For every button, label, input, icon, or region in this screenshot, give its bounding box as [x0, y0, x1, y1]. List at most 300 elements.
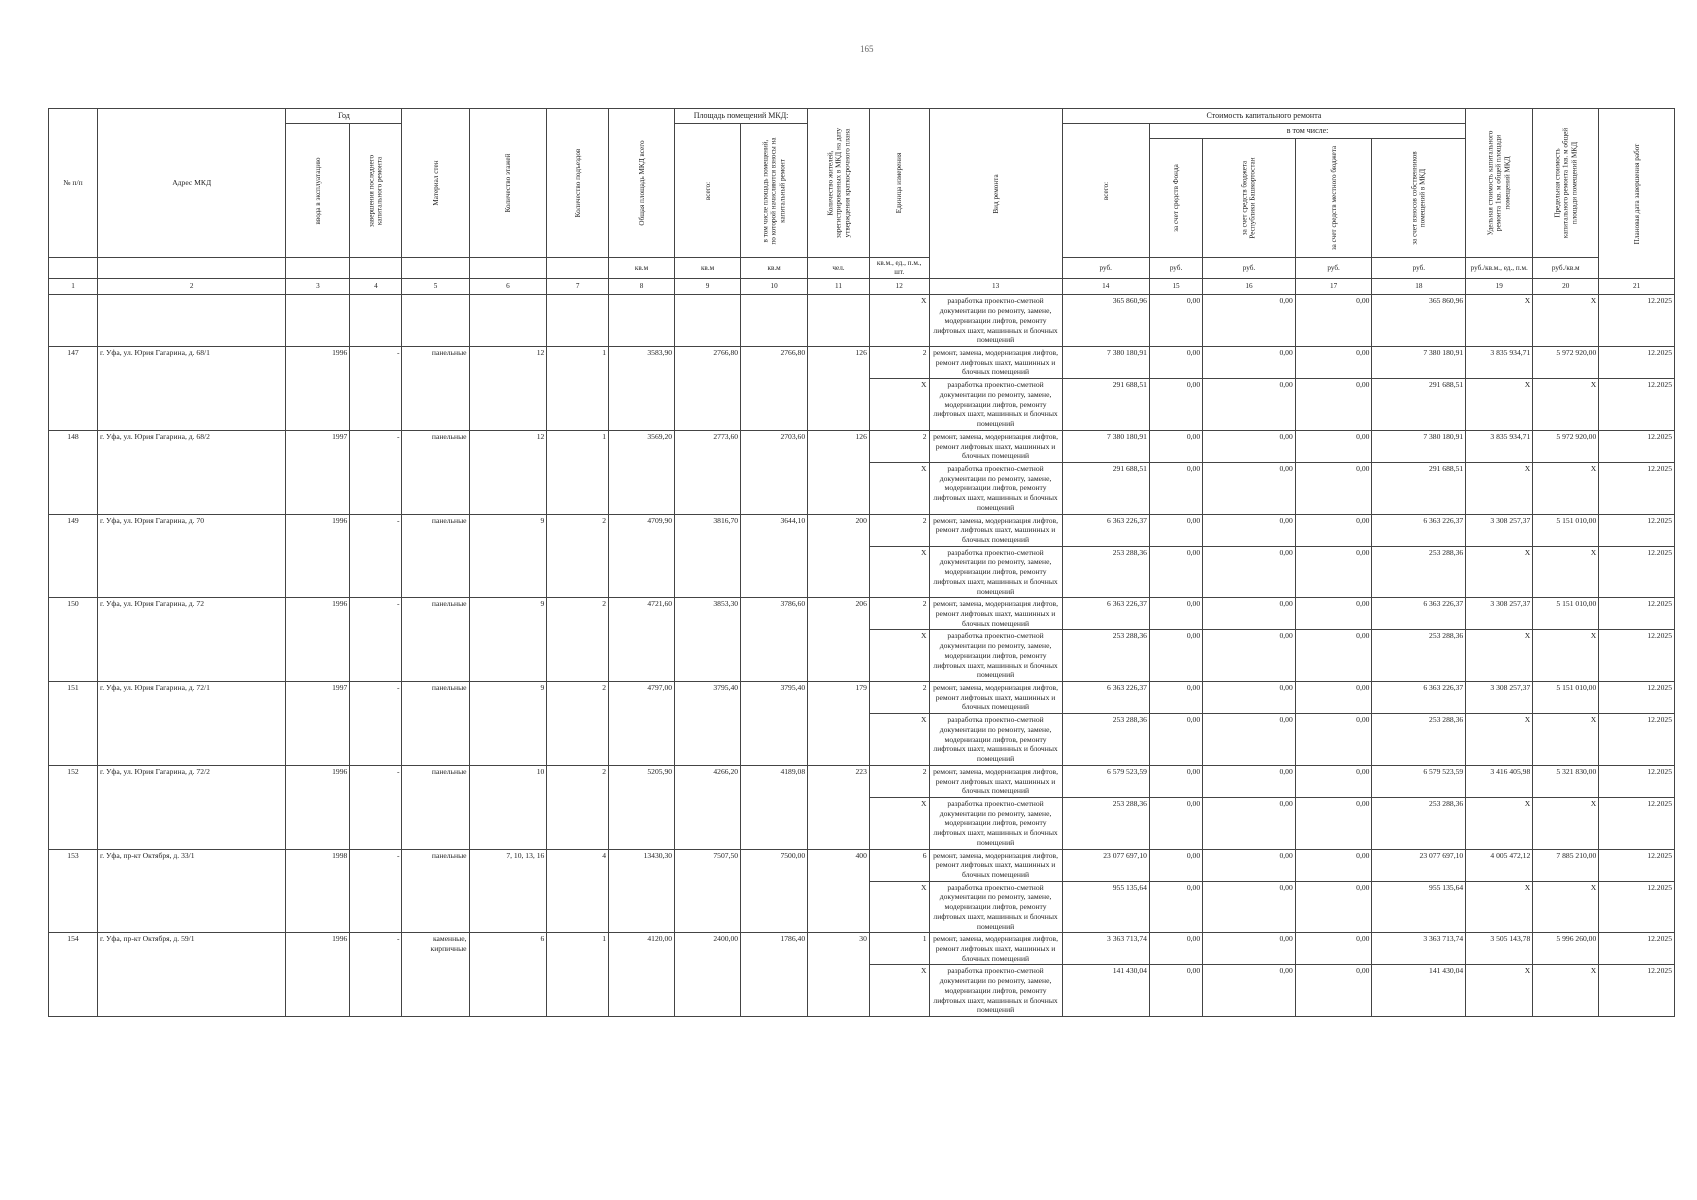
- cell-total: 253 288,36: [1062, 546, 1149, 598]
- cell-rb: 0,00: [1203, 462, 1296, 514]
- cell-work-type: ремонт, замена, модернизация лифтов, ремонт лифтовых шахт, машинных и блочных помещений: [929, 514, 1062, 546]
- cell-owners: 6 579 523,59: [1372, 765, 1466, 797]
- cell-limit-cost: 5 996 260,00: [1533, 933, 1599, 965]
- cell-entrances: 1: [547, 430, 609, 514]
- cell-owners: 291 688,51: [1372, 462, 1466, 514]
- cell-wall: панельные: [402, 849, 469, 933]
- cell-work-type: разработка проектно-сметной документации по ремонту, замене, модернизации лифтов, ремонту лифтовых шахт, машинных и блочных помещений: [929, 295, 1062, 347]
- cell-floors: 9: [469, 682, 547, 766]
- cell-owners: 6 363 226,37: [1372, 598, 1466, 630]
- cell-area-fee: 3644,10: [741, 514, 808, 598]
- cell-unit-cost: X: [1466, 462, 1533, 514]
- table-row: [49, 514, 1675, 546]
- cell-total: 291 688,51: [1062, 462, 1149, 514]
- column-number: 20: [1533, 279, 1599, 295]
- cell-unit-qty: 2: [869, 430, 929, 462]
- table-row: [49, 598, 1675, 630]
- cell-fund: 0,00: [1149, 598, 1202, 630]
- header-col-wall: Материал стен: [402, 109, 469, 258]
- cell-num: 150: [49, 598, 98, 682]
- table-row: [49, 849, 1675, 881]
- cell-limit-cost: X: [1533, 714, 1599, 766]
- cell-rb: 0,00: [1203, 714, 1296, 766]
- cell-date: 12.2025: [1599, 598, 1675, 630]
- header-col-area-all: всего:: [675, 124, 741, 258]
- cell-limit-cost: X: [1533, 630, 1599, 682]
- unit-total-area: кв.м: [609, 258, 675, 279]
- cell-year-repair: -: [350, 598, 402, 682]
- cell-unit-cost: X: [1466, 714, 1533, 766]
- cell-fund: 0,00: [1149, 797, 1202, 849]
- cell-local: 0,00: [1295, 933, 1372, 965]
- cell-area-fee: 2703,60: [741, 430, 808, 514]
- cell-work-type: разработка проектно-сметной документации по ремонту, замене, модернизации лифтов, ремонту лифтовых шахт, машинных и блочных помещений: [929, 462, 1062, 514]
- cell-total-area: 3569,20: [609, 430, 675, 514]
- cell-unit-qty: X: [869, 379, 929, 431]
- cell-fund: 0,00: [1149, 462, 1202, 514]
- cell-rb: 0,00: [1203, 682, 1296, 714]
- header-col-address: Адрес МКД: [97, 109, 285, 258]
- cell-fund: 0,00: [1149, 933, 1202, 965]
- cell-unit-qty: 2: [869, 347, 929, 379]
- cell-num: 151: [49, 682, 98, 766]
- cell-owners: 291 688,51: [1372, 379, 1466, 431]
- cell-num: 147: [49, 347, 98, 431]
- table-row-continuation: [49, 295, 1675, 347]
- cell-local: 0,00: [1295, 347, 1372, 379]
- cell-local: 0,00: [1295, 682, 1372, 714]
- cell-residents: 126: [808, 347, 870, 431]
- cell-work-type: ремонт, замена, модернизация лифтов, ремонт лифтовых шахт, машинных и блочных помещений: [929, 765, 1062, 797]
- cell-unit-cost: 3 308 257,37: [1466, 598, 1533, 630]
- cell-address: г. Уфа, ул. Юрия Гагарина, д. 72/1: [97, 682, 285, 766]
- cell-year-built: 1996: [286, 598, 350, 682]
- cell-address: г. Уфа, пр-кт Октября, д. 59/1: [97, 933, 285, 1017]
- header-col-date: Плановая дата завершения работ: [1599, 109, 1675, 279]
- cell-date: 12.2025: [1599, 797, 1675, 849]
- table-row: [49, 347, 1675, 379]
- cell-wall: панельные: [402, 765, 469, 849]
- cell-local: 0,00: [1295, 514, 1372, 546]
- cell-year-repair: -: [350, 430, 402, 514]
- cell-work-type: ремонт, замена, модернизация лифтов, ремонт лифтовых шахт, машинных и блочных помещений: [929, 849, 1062, 881]
- cell-unit-cost: 4 005 472,12: [1466, 849, 1533, 881]
- cell-rb: 0,00: [1203, 797, 1296, 849]
- header-col-floors: Количество этажей: [469, 109, 547, 258]
- cell-total-area: 4721,60: [609, 598, 675, 682]
- cell-area-fee: 3795,40: [741, 682, 808, 766]
- cell-local: 0,00: [1295, 965, 1372, 1017]
- cell-limit-cost: X: [1533, 462, 1599, 514]
- cell-fund: 0,00: [1149, 546, 1202, 598]
- header-col-unit-cost: Удельная стоимость капитального ремонта 1кв. м общей площади помещений МКД: [1466, 109, 1533, 258]
- cell-total: 253 288,36: [1062, 797, 1149, 849]
- cell-owners: 7 380 180,91: [1372, 347, 1466, 379]
- cell-unit-qty: X: [869, 881, 929, 933]
- column-number: 1: [49, 279, 98, 295]
- table-row: [49, 933, 1675, 965]
- cell-local: 0,00: [1295, 295, 1372, 347]
- unit-area-all: кв.м: [675, 258, 741, 279]
- capital-repair-table: [48, 108, 1675, 1017]
- cell-area-all: 2766,80: [675, 347, 741, 431]
- column-number: 3: [286, 279, 350, 295]
- cell-date: 12.2025: [1599, 546, 1675, 598]
- cell-fund: 0,00: [1149, 965, 1202, 1017]
- cell-unit-cost: X: [1466, 881, 1533, 933]
- cell-total-area: 3583,90: [609, 347, 675, 431]
- cell-total-area: 13430,30: [609, 849, 675, 933]
- unit-unit-cost: руб./кв.м., ед., п.м.: [1466, 258, 1533, 279]
- cell-fund: 0,00: [1149, 714, 1202, 766]
- cell-local: 0,00: [1295, 849, 1372, 881]
- cell-area-all: 7507,50: [675, 849, 741, 933]
- cell-unit-cost: 3 308 257,37: [1466, 682, 1533, 714]
- column-number: 6: [469, 279, 547, 295]
- cell-total: 3 363 713,74: [1062, 933, 1149, 965]
- cell-residents: 179: [808, 682, 870, 766]
- cell-owners: 7 380 180,91: [1372, 430, 1466, 462]
- header-group-area: Площадь помещений МКД:: [675, 109, 808, 124]
- cell-area-fee: 7500,00: [741, 849, 808, 933]
- cell-unit-qty: X: [869, 630, 929, 682]
- cell-unit-cost: 3 835 934,71: [1466, 347, 1533, 379]
- cell-limit-cost: X: [1533, 797, 1599, 849]
- cell-limit-cost: X: [1533, 965, 1599, 1017]
- cell-fund: 0,00: [1149, 347, 1202, 379]
- cell-entrances: 1: [547, 347, 609, 431]
- header-col-total-area: Общая площадь МКД всего: [609, 109, 675, 258]
- cell-wall: панельные: [402, 347, 469, 431]
- cell-limit-cost: 5 321 830,00: [1533, 765, 1599, 797]
- cell-date: 12.2025: [1599, 714, 1675, 766]
- cell-fund: 0,00: [1149, 881, 1202, 933]
- cell-year-built: 1998: [286, 849, 350, 933]
- page-number: 165: [860, 44, 874, 54]
- cell-num: 153: [49, 849, 98, 933]
- column-number: 11: [808, 279, 870, 295]
- cell-wall: панельные: [402, 430, 469, 514]
- cell-rb: 0,00: [1203, 598, 1296, 630]
- cell-date: 12.2025: [1599, 430, 1675, 462]
- cell-area-fee: 3786,60: [741, 598, 808, 682]
- cell-unit-cost: 3 505 143,78: [1466, 933, 1533, 965]
- cell-owners: 253 288,36: [1372, 630, 1466, 682]
- cell-total: 6 363 226,37: [1062, 514, 1149, 546]
- cell-limit-cost: 5 151 010,00: [1533, 514, 1599, 546]
- cell-total: 955 135,64: [1062, 881, 1149, 933]
- cell-date: 12.2025: [1599, 933, 1675, 965]
- cell-unit-qty: X: [869, 546, 929, 598]
- cell-wall: панельные: [402, 514, 469, 598]
- cell-wall: панельные: [402, 598, 469, 682]
- unit-fund: руб.: [1149, 258, 1202, 279]
- cell-unit-cost: X: [1466, 295, 1533, 347]
- header-col-unit: Единица измерения: [869, 109, 929, 258]
- cell-num: 154: [49, 933, 98, 1017]
- header-col-num: № п/п: [49, 109, 98, 258]
- cell-rb: 0,00: [1203, 347, 1296, 379]
- cell-unit-qty: X: [869, 797, 929, 849]
- cell-local: 0,00: [1295, 765, 1372, 797]
- cell-num: 152: [49, 765, 98, 849]
- cell-total: 291 688,51: [1062, 379, 1149, 431]
- column-number: 17: [1295, 279, 1372, 295]
- cell-unit-cost: 3 416 405,98: [1466, 765, 1533, 797]
- cell-floors: 6: [469, 933, 547, 1017]
- column-number: 2: [97, 279, 285, 295]
- cell-wall: каменные, кирпичные: [402, 933, 469, 1017]
- cell-total-area: 5205,90: [609, 765, 675, 849]
- cell-local: 0,00: [1295, 797, 1372, 849]
- cell-limit-cost: X: [1533, 546, 1599, 598]
- cell-unit-cost: 3 308 257,37: [1466, 514, 1533, 546]
- cell-limit-cost: 5 151 010,00: [1533, 682, 1599, 714]
- cell-unit-qty: 6: [869, 849, 929, 881]
- header-col-area-fee: в том числе площадь помещений, по которой начисляются взносы на капитальный ремонт: [741, 124, 808, 258]
- cell-fund: 0,00: [1149, 514, 1202, 546]
- column-number: 21: [1599, 279, 1675, 295]
- cell-date: 12.2025: [1599, 347, 1675, 379]
- unit-limit-cost: руб./кв.м: [1533, 258, 1599, 279]
- cell-total: 6 363 226,37: [1062, 598, 1149, 630]
- cell-work-type: разработка проектно-сметной документации по ремонту, замене, модернизации лифтов, ремонту лифтовых шахт, машинных и блочных помещений: [929, 881, 1062, 933]
- cell-work-type: разработка проектно-сметной документации по ремонту, замене, модернизации лифтов, ремонту лифтовых шахт, машинных и блочных помещений: [929, 714, 1062, 766]
- cell-area-all: 4266,20: [675, 765, 741, 849]
- cell-limit-cost: 5 972 920,00: [1533, 430, 1599, 462]
- cell-unit-qty: 2: [869, 682, 929, 714]
- cell-total: 365 860,96: [1062, 295, 1149, 347]
- cell-total: 253 288,36: [1062, 630, 1149, 682]
- cell-unit-qty: X: [869, 462, 929, 514]
- cell-year-built: 1997: [286, 682, 350, 766]
- cell-fund: 0,00: [1149, 379, 1202, 431]
- cell-owners: 23 077 697,10: [1372, 849, 1466, 881]
- cell-local: 0,00: [1295, 598, 1372, 630]
- header-col-owners: за счет взносов собственников помещений в МКД: [1372, 139, 1466, 258]
- column-number: 13: [929, 279, 1062, 295]
- cell-address: г. Уфа, ул. Юрия Гагарина, д. 68/2: [97, 430, 285, 514]
- cell-residents: 200: [808, 514, 870, 598]
- table-row: [49, 682, 1675, 714]
- header-row-1: [49, 109, 1675, 124]
- cell-area-all: 3816,70: [675, 514, 741, 598]
- cell-local: 0,00: [1295, 546, 1372, 598]
- cell-unit-cost: X: [1466, 965, 1533, 1017]
- column-number: 18: [1372, 279, 1466, 295]
- cell-rb: 0,00: [1203, 881, 1296, 933]
- column-number: 4: [350, 279, 402, 295]
- column-number: 10: [741, 279, 808, 295]
- cell-rb: 0,00: [1203, 849, 1296, 881]
- cell-work-type: ремонт, замена, модернизация лифтов, ремонт лифтовых шахт, машинных и блочных помещений: [929, 598, 1062, 630]
- cell-unit-qty: X: [869, 295, 929, 347]
- cell-entrances: 2: [547, 682, 609, 766]
- cell-total: 141 430,04: [1062, 965, 1149, 1017]
- cell-work-type: ремонт, замена, модернизация лифтов, ремонт лифтовых шахт, машинных и блочных помещений: [929, 933, 1062, 965]
- cell-owners: 365 860,96: [1372, 295, 1466, 347]
- unit-owners: руб.: [1372, 258, 1466, 279]
- unit-rb: руб.: [1203, 258, 1296, 279]
- cell-num: 149: [49, 514, 98, 598]
- cell-limit-cost: 5 972 920,00: [1533, 347, 1599, 379]
- cell-unit-qty: 2: [869, 514, 929, 546]
- cell-date: 12.2025: [1599, 462, 1675, 514]
- cell-year-repair: -: [350, 682, 402, 766]
- header-col-work-type: Вид ремонта: [929, 109, 1062, 279]
- cell-local: 0,00: [1295, 379, 1372, 431]
- cell-limit-cost: 7 885 210,00: [1533, 849, 1599, 881]
- cell-owners: 6 363 226,37: [1372, 682, 1466, 714]
- cell-address: г. Уфа, ул. Юрия Гагарина, д. 68/1: [97, 347, 285, 431]
- cell-total-area: 4709,90: [609, 514, 675, 598]
- header-col-entrances: Количество подъездов: [547, 109, 609, 258]
- cell-work-type: ремонт, замена, модернизация лифтов, ремонт лифтовых шахт, машинных и блочных помещений: [929, 682, 1062, 714]
- cell-floors: 12: [469, 430, 547, 514]
- cell-unit-cost: 3 835 934,71: [1466, 430, 1533, 462]
- cell-address: г. Уфа, ул. Юрия Гагарина, д. 72/2: [97, 765, 285, 849]
- cell-work-type: ремонт, замена, модернизация лифтов, ремонт лифтовых шахт, машинных и блочных помещений: [929, 430, 1062, 462]
- cell-fund: 0,00: [1149, 430, 1202, 462]
- header-group-year: Год: [286, 109, 402, 124]
- cell-owners: 253 288,36: [1372, 546, 1466, 598]
- cell-area-all: 2400,00: [675, 933, 741, 1017]
- cell-entrances: 2: [547, 765, 609, 849]
- cell-unit-cost: X: [1466, 546, 1533, 598]
- cell-year-repair: -: [350, 347, 402, 431]
- cell-unit-qty: 2: [869, 765, 929, 797]
- cell-entrances: 1: [547, 933, 609, 1017]
- cell-total-area: 4120,00: [609, 933, 675, 1017]
- cell-unit-qty: 1: [869, 933, 929, 965]
- cell-date: 12.2025: [1599, 682, 1675, 714]
- column-number: 19: [1466, 279, 1533, 295]
- table-row: [49, 765, 1675, 797]
- cell-owners: 6 363 226,37: [1372, 514, 1466, 546]
- cell-unit-cost: X: [1466, 797, 1533, 849]
- units-row: [49, 258, 1675, 279]
- cell-total: 7 380 180,91: [1062, 430, 1149, 462]
- header-col-fund: за счет средств Фонда: [1149, 139, 1202, 258]
- column-numbers-row: [49, 279, 1675, 295]
- cell-num: 148: [49, 430, 98, 514]
- cell-year-repair: -: [350, 849, 402, 933]
- cell-residents: 400: [808, 849, 870, 933]
- unit-area-fee: кв.м: [741, 258, 808, 279]
- cell-residents: 126: [808, 430, 870, 514]
- cell-date: 12.2025: [1599, 849, 1675, 881]
- cell-area-fee: 4189,08: [741, 765, 808, 849]
- cell-floors: 10: [469, 765, 547, 849]
- cell-floors: 9: [469, 598, 547, 682]
- cell-owners: 955 135,64: [1372, 881, 1466, 933]
- cell-rb: 0,00: [1203, 933, 1296, 965]
- cell-year-built: 1996: [286, 514, 350, 598]
- cell-year-repair: -: [350, 514, 402, 598]
- cell-total: 7 380 180,91: [1062, 347, 1149, 379]
- cell-limit-cost: X: [1533, 379, 1599, 431]
- cell-year-repair: -: [350, 765, 402, 849]
- cell-owners: 3 363 713,74: [1372, 933, 1466, 965]
- cell-total: 6 363 226,37: [1062, 682, 1149, 714]
- cell-residents: 206: [808, 598, 870, 682]
- cell-fund: 0,00: [1149, 682, 1202, 714]
- cell-fund: 0,00: [1149, 295, 1202, 347]
- cell-rb: 0,00: [1203, 965, 1296, 1017]
- cell-local: 0,00: [1295, 714, 1372, 766]
- unit-cost-total: руб.: [1062, 258, 1149, 279]
- column-number: 5: [402, 279, 469, 295]
- header-col-year-repair: завершения последнего капитального ремонта: [350, 124, 402, 258]
- cell-unit-qty: 2: [869, 598, 929, 630]
- column-number: 15: [1149, 279, 1202, 295]
- cell-owners: 253 288,36: [1372, 797, 1466, 849]
- cell-work-type: разработка проектно-сметной документации по ремонту, замене, модернизации лифтов, ремонту лифтовых шахт, машинных и блочных помещений: [929, 630, 1062, 682]
- cell-address: г. Уфа, пр-кт Октября, д. 33/1: [97, 849, 285, 933]
- cell-year-repair: -: [350, 933, 402, 1017]
- cell-date: 12.2025: [1599, 765, 1675, 797]
- column-number: 12: [869, 279, 929, 295]
- cell-owners: 141 430,04: [1372, 965, 1466, 1017]
- header-col-local: за счет средств местного бюджета: [1295, 139, 1372, 258]
- cell-area-all: 2773,60: [675, 430, 741, 514]
- header-group-incl: в том числе:: [1149, 124, 1465, 139]
- cell-rb: 0,00: [1203, 514, 1296, 546]
- cell-residents: 223: [808, 765, 870, 849]
- cell-entrances: 2: [547, 598, 609, 682]
- header-col-rb: за счет средств бюджета Республики Башкортостан: [1203, 139, 1296, 258]
- unit-local: руб.: [1295, 258, 1372, 279]
- cell-year-built: 1996: [286, 765, 350, 849]
- cell-local: 0,00: [1295, 881, 1372, 933]
- cell-fund: 0,00: [1149, 765, 1202, 797]
- cell-unit-qty: X: [869, 965, 929, 1017]
- cell-date: 12.2025: [1599, 965, 1675, 1017]
- cell-local: 0,00: [1295, 630, 1372, 682]
- unit-unit: кв.м., ед., п.м., шт.: [869, 258, 929, 279]
- column-number: 9: [675, 279, 741, 295]
- cell-unit-cost: X: [1466, 379, 1533, 431]
- cell-rb: 0,00: [1203, 295, 1296, 347]
- header-col-cost-total: всего:: [1062, 124, 1149, 258]
- cell-floors: 7, 10, 13, 16: [469, 849, 547, 933]
- cell-total-area: 4797,00: [609, 682, 675, 766]
- cell-address: г. Уфа, ул. Юрия Гагарина, д. 70: [97, 514, 285, 598]
- cell-local: 0,00: [1295, 430, 1372, 462]
- column-number: 16: [1203, 279, 1296, 295]
- cell-floors: 9: [469, 514, 547, 598]
- column-number: 8: [609, 279, 675, 295]
- cell-local: 0,00: [1295, 462, 1372, 514]
- table-row: [49, 430, 1675, 462]
- cell-entrances: 2: [547, 514, 609, 598]
- cell-owners: 253 288,36: [1372, 714, 1466, 766]
- cell-address: г. Уфа, ул. Юрия Гагарина, д. 72: [97, 598, 285, 682]
- column-number: 7: [547, 279, 609, 295]
- cell-fund: 0,00: [1149, 630, 1202, 682]
- cell-area-all: 3795,40: [675, 682, 741, 766]
- cell-work-type: разработка проектно-сметной документации по ремонту, замене, модернизации лифтов, ремонту лифтовых шахт, машинных и блочных помещений: [929, 546, 1062, 598]
- cell-work-type: ремонт, замена, модернизация лифтов, ремонт лифтовых шахт, машинных и блочных помещений: [929, 347, 1062, 379]
- cell-date: 12.2025: [1599, 881, 1675, 933]
- cell-entrances: 4: [547, 849, 609, 933]
- header-col-residents: Количество жителей, зарегистрированных в МКД на дату утверждения краткосрочного плана: [808, 109, 870, 258]
- cell-residents: 30: [808, 933, 870, 1017]
- cell-rb: 0,00: [1203, 630, 1296, 682]
- cell-work-type: разработка проектно-сметной документации по ремонту, замене, модернизации лифтов, ремонту лифтовых шахт, машинных и блочных помещений: [929, 379, 1062, 431]
- cell-date: 12.2025: [1599, 295, 1675, 347]
- cell-limit-cost: 5 151 010,00: [1533, 598, 1599, 630]
